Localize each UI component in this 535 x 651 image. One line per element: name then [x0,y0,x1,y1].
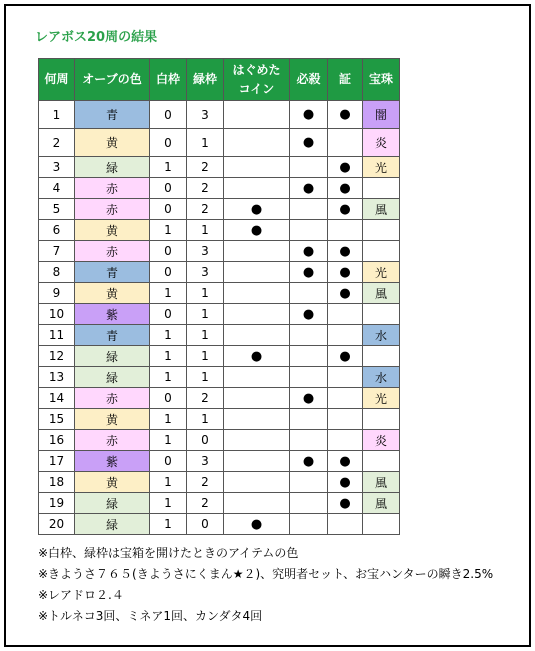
cell-green-frame: 1 [187,367,224,388]
cell-white-frame: 1 [150,325,187,346]
cell-orb-color: 赤 [75,178,150,199]
cell-hissatsu: ● [290,129,328,157]
cell-white-frame: 0 [150,451,187,472]
note-line: ※トルネコ3回、ミネア1回、カンダタ4回 [38,609,263,623]
cell-hissatsu [290,514,328,535]
results-table [38,58,400,535]
header-white-frame: 白枠 [150,59,187,101]
cell-white-frame: 0 [150,199,187,220]
cell-orb-color: 赤 [75,430,150,451]
table-row [39,346,400,367]
cell-hissatsu [290,346,328,367]
cell-lap: 15 [39,409,75,430]
cell-orb-color: 青 [75,325,150,346]
cell-lap: 5 [39,199,75,220]
cell-green-frame: 1 [187,409,224,430]
cell-orb-color: 緑 [75,514,150,535]
cell-houju: 風 [363,199,400,220]
cell-hissatsu: ● [290,304,328,325]
table-row [39,514,400,535]
cell-shou [328,514,363,535]
cell-shou: ● [328,241,363,262]
cell-green-frame: 3 [187,101,224,129]
cell-lap: 19 [39,493,75,514]
cell-lap: 11 [39,325,75,346]
cell-lap: 1 [39,101,75,129]
cell-hagumeta-coin [224,367,290,388]
cell-white-frame: 1 [150,220,187,241]
cell-hissatsu [290,220,328,241]
cell-orb-color: 黄 [75,409,150,430]
header-row [39,59,400,101]
cell-hagumeta-coin: ● [224,346,290,367]
cell-lap: 10 [39,304,75,325]
cell-orb-color: 青 [75,262,150,283]
header-hagumeta-line1: はぐめた [232,62,281,77]
cell-shou: ● [328,346,363,367]
header-shou: 証 [328,59,363,101]
cell-hagumeta-coin [224,451,290,472]
cell-orb-color: 赤 [75,241,150,262]
cell-lap: 14 [39,388,75,409]
cell-lap: 2 [39,129,75,157]
cell-green-frame: 3 [187,262,224,283]
cell-houju: 炎 [363,430,400,451]
cell-green-frame: 0 [187,430,224,451]
cell-hagumeta-coin: ● [224,199,290,220]
cell-white-frame: 0 [150,101,187,129]
cell-hagumeta-coin [224,493,290,514]
cell-white-frame: 0 [150,262,187,283]
cell-green-frame: 2 [187,472,224,493]
cell-lap: 20 [39,514,75,535]
cell-shou: ● [328,199,363,220]
table-row [39,283,400,304]
cell-white-frame: 1 [150,367,187,388]
table-row [39,451,400,472]
cell-houju [363,409,400,430]
cell-hissatsu: ● [290,178,328,199]
cell-shou [328,129,363,157]
cell-lap: 9 [39,283,75,304]
cell-hagumeta-coin [224,241,290,262]
table-row [39,325,400,346]
note-line: ※レアドロ２.４ [38,588,124,602]
notes [38,543,493,627]
cell-hagumeta-coin [224,430,290,451]
cell-hissatsu: ● [290,241,328,262]
cell-shou: ● [328,472,363,493]
cell-white-frame: 1 [150,346,187,367]
cell-green-frame: 3 [187,241,224,262]
cell-lap: 7 [39,241,75,262]
cell-white-frame: 0 [150,129,187,157]
cell-hagumeta-coin [224,283,290,304]
cell-houju: 闇 [363,101,400,129]
cell-houju [363,346,400,367]
table-row [39,220,400,241]
table-row [39,241,400,262]
cell-hissatsu [290,472,328,493]
cell-shou: ● [328,101,363,129]
cell-hissatsu: ● [290,101,328,129]
cell-lap: 4 [39,178,75,199]
cell-lap: 17 [39,451,75,472]
cell-shou: ● [328,157,363,178]
header-orb-color: オーブの色 [75,59,150,101]
cell-orb-color: 緑 [75,367,150,388]
cell-white-frame: 0 [150,304,187,325]
cell-hissatsu [290,283,328,304]
table-row [39,262,400,283]
cell-white-frame: 1 [150,472,187,493]
table-row [39,472,400,493]
cell-hagumeta-coin [224,409,290,430]
table-row [39,157,400,178]
cell-houju: 光 [363,262,400,283]
cell-houju [363,514,400,535]
cell-shou: ● [328,178,363,199]
header-hagumeta-coin [224,59,290,101]
cell-green-frame: 0 [187,514,224,535]
cell-houju [363,304,400,325]
cell-hagumeta-coin [224,472,290,493]
table-row [39,101,400,129]
cell-shou [328,220,363,241]
cell-green-frame: 3 [187,451,224,472]
cell-houju: 水 [363,325,400,346]
cell-shou [328,325,363,346]
cell-green-frame: 1 [187,129,224,157]
cell-orb-color: 青 [75,101,150,129]
cell-orb-color: 緑 [75,157,150,178]
table-row [39,430,400,451]
cell-hagumeta-coin [224,325,290,346]
cell-green-frame: 1 [187,346,224,367]
cell-houju: 水 [363,367,400,388]
cell-hissatsu [290,325,328,346]
cell-hissatsu: ● [290,262,328,283]
header-hissatsu: 必殺 [290,59,328,101]
cell-orb-color: 紫 [75,451,150,472]
cell-lap: 12 [39,346,75,367]
header-hagumeta-line2: コイン [238,81,275,96]
cell-orb-color: 緑 [75,493,150,514]
cell-white-frame: 1 [150,514,187,535]
header-green-frame: 緑枠 [187,59,224,101]
cell-green-frame: 2 [187,178,224,199]
note-line: ※白枠、緑枠は宝箱を開けたときのアイテムの色 [38,546,299,560]
cell-houju [363,220,400,241]
cell-green-frame: 1 [187,220,224,241]
cell-orb-color: 黄 [75,220,150,241]
cell-hissatsu: ● [290,388,328,409]
cell-houju [363,241,400,262]
cell-green-frame: 2 [187,157,224,178]
table-row [39,129,400,157]
cell-hagumeta-coin [224,262,290,283]
cell-orb-color: 黄 [75,129,150,157]
cell-green-frame: 2 [187,199,224,220]
cell-hissatsu [290,199,328,220]
cell-white-frame: 0 [150,241,187,262]
cell-shou [328,367,363,388]
cell-orb-color: 紫 [75,304,150,325]
table-row [39,493,400,514]
cell-green-frame: 1 [187,304,224,325]
cell-houju: 炎 [363,129,400,157]
cell-hagumeta-coin [224,101,290,129]
cell-green-frame: 2 [187,388,224,409]
cell-hagumeta-coin [224,178,290,199]
table-row [39,199,400,220]
cell-green-frame: 1 [187,283,224,304]
cell-houju: 風 [363,472,400,493]
cell-hissatsu [290,367,328,388]
table-row [39,304,400,325]
cell-hissatsu [290,157,328,178]
cell-shou: ● [328,262,363,283]
cell-lap: 18 [39,472,75,493]
table-row [39,388,400,409]
cell-shou [328,430,363,451]
header-houju: 宝珠 [363,59,400,101]
cell-orb-color: 赤 [75,199,150,220]
cell-houju: 風 [363,283,400,304]
note-line: ※きようさ７６５(きようさにくまん★２)、究明者セット、お宝ハンターの瞬き2.5% [38,567,494,581]
cell-hissatsu [290,493,328,514]
page-title: レアボス20周の結果 [35,30,158,45]
cell-lap: 3 [39,157,75,178]
cell-lap: 13 [39,367,75,388]
cell-white-frame: 1 [150,430,187,451]
cell-green-frame: 2 [187,493,224,514]
cell-white-frame: 1 [150,409,187,430]
cell-hagumeta-coin: ● [224,514,290,535]
cell-hagumeta-coin [224,129,290,157]
cell-hissatsu [290,430,328,451]
cell-shou [328,304,363,325]
cell-lap: 16 [39,430,75,451]
table-row [39,178,400,199]
cell-orb-color: 赤 [75,388,150,409]
header-lap: 何周 [39,59,75,101]
cell-green-frame: 1 [187,325,224,346]
cell-hagumeta-coin [224,157,290,178]
cell-lap: 6 [39,220,75,241]
cell-hagumeta-coin [224,304,290,325]
cell-orb-color: 緑 [75,346,150,367]
table-row [39,409,400,430]
cell-white-frame: 1 [150,283,187,304]
cell-hissatsu [290,409,328,430]
cell-houju [363,451,400,472]
cell-white-frame: 1 [150,157,187,178]
cell-orb-color: 黄 [75,283,150,304]
cell-white-frame: 1 [150,493,187,514]
cell-white-frame: 0 [150,388,187,409]
cell-houju: 風 [363,493,400,514]
cell-houju: 光 [363,157,400,178]
cell-hagumeta-coin: ● [224,220,290,241]
cell-lap: 8 [39,262,75,283]
cell-hissatsu: ● [290,451,328,472]
cell-shou [328,409,363,430]
table-row [39,367,400,388]
cell-shou [328,388,363,409]
cell-white-frame: 0 [150,178,187,199]
cell-hagumeta-coin [224,388,290,409]
table-body [39,101,400,535]
cell-houju: 光 [363,388,400,409]
cell-houju [363,178,400,199]
cell-shou: ● [328,451,363,472]
cell-shou: ● [328,493,363,514]
cell-orb-color: 黄 [75,472,150,493]
cell-shou: ● [328,283,363,304]
